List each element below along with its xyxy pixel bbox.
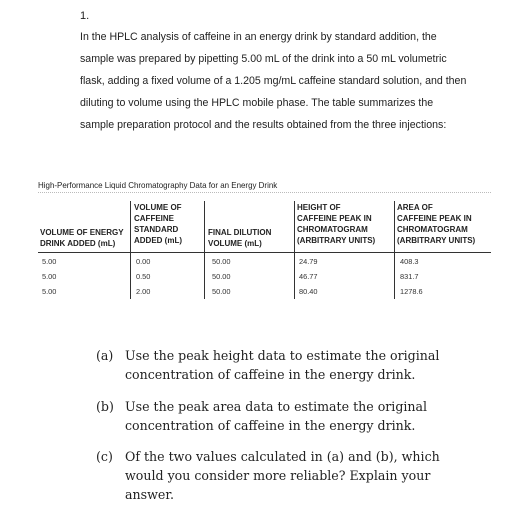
problem-intro: In the HPLC analysis of caffeine in an energy drink by standard addition, the sample was prepared by pipetting 5.00 mL of the drink into a 50 mL volumetric flask, adding a fixed volume of a 1.205 mg/mL caffeine standard solution, and then diluting to volume using the HPLC mobile phase. The table summarizes the sample preparation protocol and the results obtained from the three injections: (80, 31, 467, 131)
column-divider (204, 201, 205, 299)
table-cell: 50.00 (212, 257, 231, 266)
header-drink-volume: VOLUME OF ENERGY DRINK ADDED (mL) (40, 228, 124, 248)
table-cell: 0.50 (136, 272, 151, 281)
table-cell: 1278.6 (400, 287, 423, 296)
table-cell: 50.00 (212, 287, 231, 296)
table-cell: 24.79 (299, 257, 318, 266)
header-standard-volume: VOLUME OF CAFFEINE STANDARD ADDED (mL) (134, 203, 182, 245)
table-cell: 80.40 (299, 287, 318, 296)
table-cell: 2.00 (136, 287, 151, 296)
caption-divider (38, 192, 491, 193)
table-cell: 50.00 (212, 272, 231, 281)
table-cell: 408.3 (400, 257, 419, 266)
question-b-label: (b) (96, 399, 114, 414)
question-a-text: Use the peak height data to estimate the original concentration of caffeine in the energy drink. (125, 348, 440, 382)
header-dilution-volume: FINAL DILUTION VOLUME (mL) (208, 228, 272, 248)
table-cell: 831.7 (400, 272, 419, 281)
column-divider (394, 201, 395, 299)
header-peak-area: AREA OF CAFFEINE PEAK IN CHROMATOGRAM (ARBITRARY UNITS) (397, 203, 476, 245)
question-c-text: Of the two values calculated in (a) and (b), which would you consider more reliable? Explain your answer. (125, 449, 440, 502)
column-divider (130, 201, 131, 299)
column-divider (294, 201, 295, 299)
table-cell: 5.00 (42, 272, 57, 281)
problem-number: 1. (80, 10, 90, 22)
table-caption: High-Performance Liquid Chromatography Data for an Energy Drink (38, 180, 278, 190)
table-cell: 46.77 (299, 272, 318, 281)
header-peak-height: HEIGHT OF CAFFEINE PEAK IN CHROMATOGRAM (ARBITRARY UNITS) (297, 203, 376, 245)
table-cell: 5.00 (42, 257, 57, 266)
table-cell: 5.00 (42, 287, 57, 296)
question-a-label: (a) (96, 348, 114, 363)
question-c-label: (c) (96, 449, 113, 464)
table-cell: 0.00 (136, 257, 151, 266)
question-b-text: Use the peak area data to estimate the original concentration of caffeine in the energy drink. (125, 399, 428, 433)
